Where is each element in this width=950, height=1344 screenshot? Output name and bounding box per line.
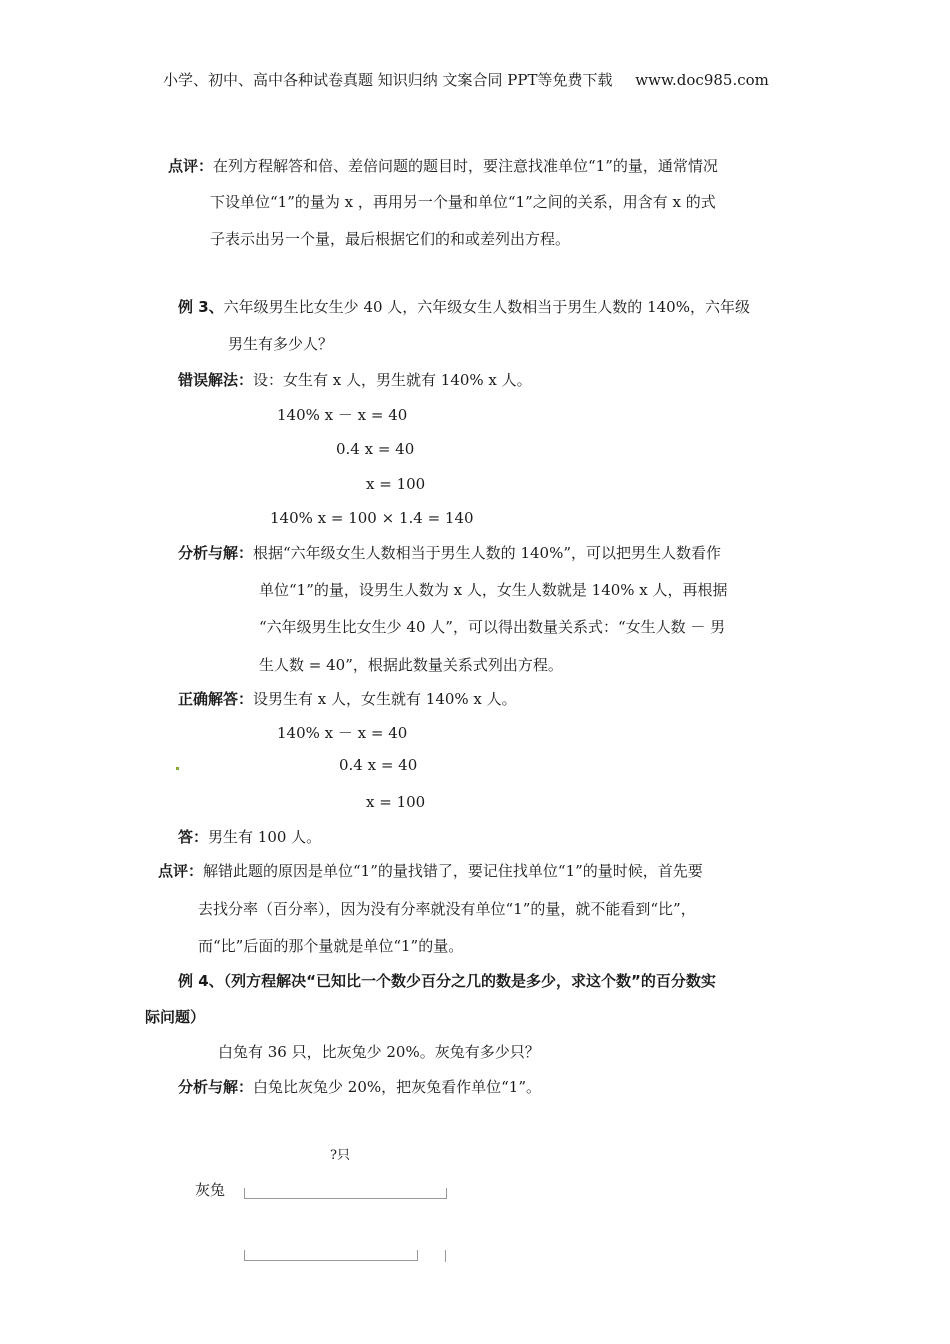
example3-line2: 男生有多少人？	[228, 335, 334, 353]
example3-line1: 例 3、六年级男生比女生少 40 人，六年级女生人数相当于男生人数的 140%，六年级	[178, 298, 750, 316]
wrong-eq4: 140% x = 100 × 1.4 = 140	[270, 509, 474, 527]
decorative-dot	[176, 767, 179, 770]
white-rabbit-bar	[244, 1250, 418, 1261]
example4-title-line2: 际问题）	[145, 1008, 206, 1026]
answer-line: 答：男生有 100 人。	[178, 828, 322, 846]
comment1-line2: 下设单位“1”的量为 x ，再用另一个量和单位“1”之间的关系，用含有 x 的式	[210, 193, 716, 211]
answer-label: 答：	[178, 828, 209, 846]
correct-setup: 正确解答：设男生有 x 人，女生就有 140% x 人。	[178, 690, 517, 708]
page-header	[163, 70, 769, 90]
correct-eq1: 140% x － x = 40	[277, 724, 408, 742]
example3-label: 例 3、	[178, 298, 224, 316]
white-rabbit-end-tick	[445, 1250, 446, 1262]
example4-label: 例 4、	[178, 972, 224, 990]
diagram-grey-rabbit-label: 灰兔	[195, 1181, 226, 1199]
grey-rabbit-bar	[244, 1188, 447, 1199]
correct-eq2: 0.4 x = 40	[339, 756, 418, 774]
analysis1-line4: 生人数 = 40”，根据此数量关系式列出方程。	[259, 656, 563, 674]
wrong-eq2: 0.4 x = 40	[336, 440, 415, 458]
comment1-line3: 子表示出另一个量，最后根据它们的和或差列出方程。	[210, 230, 571, 248]
comment1-line1: 点评：在列方程解答和倍、差倍问题的题目时，要注意找准单位“1”的量，通常情况	[168, 157, 718, 175]
correct-eq3: x = 100	[366, 793, 426, 811]
analysis1-line1: 分析与解：根据“六年级女生人数相当于男生人数的 140%”，可以把男生人数看作	[178, 544, 722, 562]
analysis1-line2: 单位“1”的量，设男生人数为 x 人，女生人数就是 140% x 人，再根据	[259, 581, 728, 599]
wrong-setup: 错误解法：设：女生有 x 人，男生就有 140% x 人。	[178, 371, 532, 389]
wrong-eq3: x = 100	[366, 475, 426, 493]
header-text: 小学、初中、高中各种试卷真题 知识归纳 文案合同 PPT等免费下载	[163, 71, 613, 89]
comment2-line3: 而“比”后面的那个量就是单位“1”的量。	[198, 937, 464, 955]
analysis2-line: 分析与解：白兔比灰兔少 20%，把灰兔看作单位“1”。	[178, 1078, 542, 1096]
example4-problem: 白兔有 36 只，比灰兔少 20%。灰兔有多少只？	[218, 1043, 540, 1061]
comment2-line2: 去找分率（百分率），因为没有分率就没有单位“1”的量，就不能看到“比”，	[198, 900, 696, 918]
correct-label: 正确解答：	[178, 690, 254, 708]
diagram-question-label: ?只	[330, 1148, 350, 1163]
example4-title-line1: 例 4、（列方程解决“已知比一个数少百分之几的数是多少，求这个数”的百分数实	[178, 972, 716, 990]
analysis1-line3: “六年级男生比女生少 40 人”，可以得出数量关系式：“女生人数 － 男	[259, 618, 726, 636]
analysis2-label: 分析与解：	[178, 1078, 254, 1096]
analysis1-label: 分析与解：	[178, 544, 254, 562]
header-url: www.doc985.com	[635, 71, 769, 89]
wrong-eq1: 140% x － x = 40	[277, 406, 408, 424]
comment-label: 点评：	[168, 157, 214, 175]
comment2-line1: 点评：解错此题的原因是单位“1”的量找错了，要记住找单位“1”的量时候，首先要	[158, 862, 703, 880]
comment2-label: 点评：	[158, 862, 204, 880]
wrong-label: 错误解法：	[178, 371, 254, 389]
